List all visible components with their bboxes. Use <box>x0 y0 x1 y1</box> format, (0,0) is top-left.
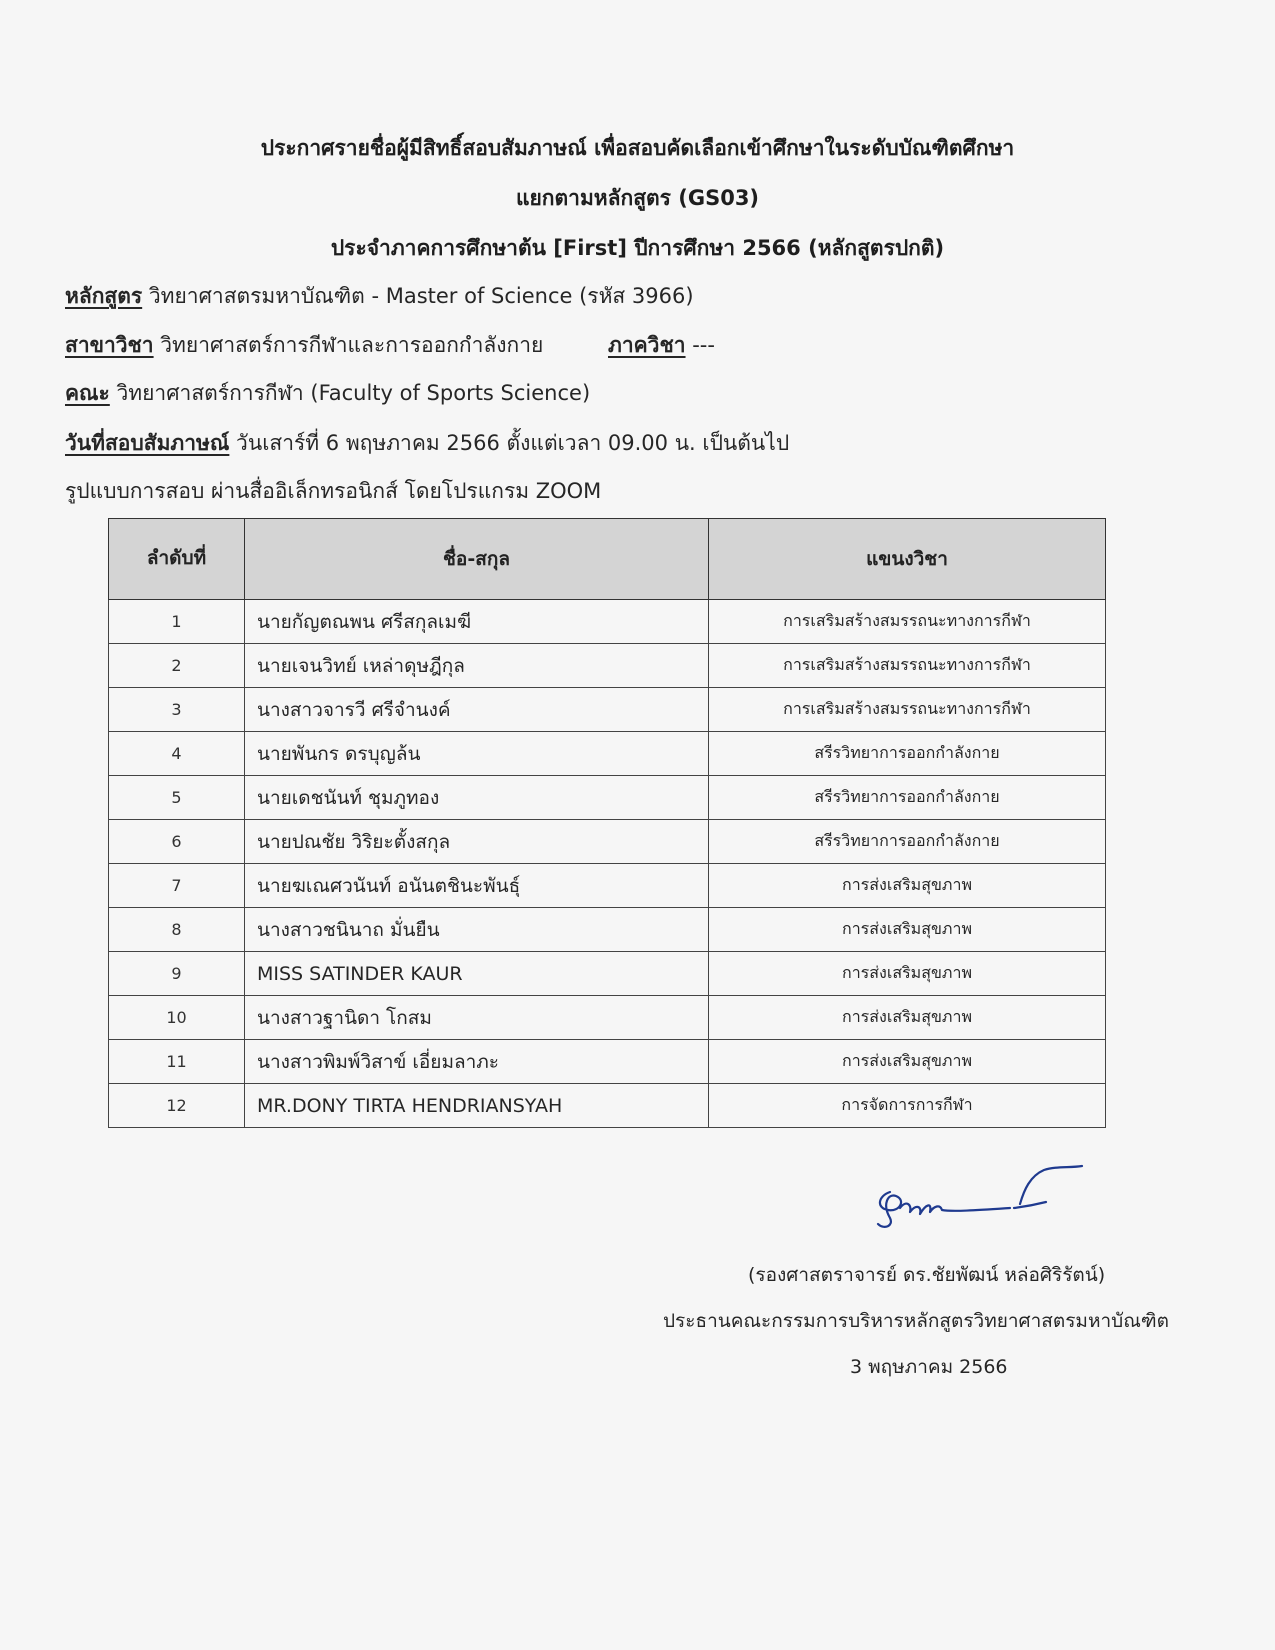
table-row <box>109 1084 1106 1128</box>
signer-name: (รองศาสตราจารย์ ดร.ชัยพัฒน์ หล่อศิริรัตน์) <box>748 1264 1106 1286</box>
table-row <box>109 776 1106 820</box>
row-number: 11 <box>109 1040 245 1084</box>
row-number: 9 <box>109 952 245 996</box>
row-major: สรีรวิทยาการออกกำลังกาย <box>709 732 1106 776</box>
row-major: การส่งเสริมสุขภาพ <box>709 908 1106 952</box>
row-major: การส่งเสริมสุขภาพ <box>709 1040 1106 1084</box>
row-name: MR.DONY TIRTA HENDRIANSYAH <box>245 1084 709 1128</box>
table-row <box>109 952 1106 996</box>
row-number: 5 <box>109 776 245 820</box>
department-label: ภาควิชา <box>608 333 686 357</box>
header-major: แขนงวิชา <box>709 519 1106 600</box>
interview-date-label: วันที่สอบสัมภาษณ์ <box>65 431 230 455</box>
row-major: สรีรวิทยาการออกกำลังกาย <box>709 776 1106 820</box>
program-value: วิทยาศาสตรมหาบัณฑิต - Master of Science (รหัส 3966) <box>142 284 694 308</box>
row-major: การเสริมสร้างสมรรถนะทางการกีฬา <box>709 644 1106 688</box>
row-major: สรีรวิทยาการออกกำลังกาย <box>709 820 1106 864</box>
row-major: การส่งเสริมสุขภาพ <box>709 952 1106 996</box>
table-row <box>109 820 1106 864</box>
faculty-line <box>65 378 590 408</box>
row-name: นางสาวฐานิดา โกสม <box>245 996 709 1040</box>
row-major: การเสริมสร้างสมรรถนะทางการกีฬา <box>709 688 1106 732</box>
table-row <box>109 1040 1106 1084</box>
interview-date-value: วันเสาร์ที่ 6 พฤษภาคม 2566 ตั้งแต่เวลา 09.00 น. เป็นต้นไป <box>229 431 790 455</box>
department-value: --- <box>685 333 715 357</box>
table-row <box>109 996 1106 1040</box>
major-line <box>65 330 715 360</box>
header-order: ลำดับที่ <box>109 519 245 600</box>
row-number: 3 <box>109 688 245 732</box>
row-name: นายเจนวิทย์ เหล่าดุษฎีกุล <box>245 644 709 688</box>
row-name: นางสาวจารวี ศรีจำนงค์ <box>245 688 709 732</box>
exam-format-line: รูปแบบการสอบ ผ่านสื่ออิเล็กทรอนิกส์ โดยโปรแกรม ZOOM <box>65 479 602 503</box>
title-line-1: ประกาศรายชื่อผู้มีสิทธิ์สอบสัมภาษณ์ เพื่อสอบคัดเลือกเข้าศึกษาในระดับบัณฑิตศึกษา <box>260 136 1015 160</box>
table-row <box>109 644 1106 688</box>
row-major: การส่งเสริมสุขภาพ <box>709 864 1106 908</box>
title-line-3: ประจำภาคการศึกษาต้น [First] ปีการศึกษา 2566 (หลักสูตรปกติ) <box>330 236 945 260</box>
faculty-value: วิทยาศาสตร์การกีฬา (Faculty of Sports Science) <box>109 381 591 405</box>
table-row <box>109 864 1106 908</box>
major-value: วิทยาศาสตร์การกีฬาและการออกกำลังกาย <box>153 333 544 357</box>
row-name: นายกัญตณพน ศรีสกุลเมฆี <box>245 600 709 644</box>
row-name: นายฆเณศวนันท์ อนันตชินะพันธุ์ <box>245 864 709 908</box>
row-major: การจัดการการกีฬา <box>709 1084 1106 1128</box>
row-name: นางสาวชนินาถ มั่นยืน <box>245 908 709 952</box>
row-name: MISS SATINDER KAUR <box>245 952 709 996</box>
row-number: 6 <box>109 820 245 864</box>
interview-date-line <box>65 428 789 458</box>
header-name: ชื่อ-สกุล <box>245 519 709 600</box>
major-label: สาขาวิชา <box>65 333 154 357</box>
title-line-2: แยกตามหลักสูตร (GS03) <box>515 186 760 210</box>
row-name: นายพันกร ดรบุญล้น <box>245 732 709 776</box>
row-number: 12 <box>109 1084 245 1128</box>
row-name: นางสาวพิมพ์วิสาข์ เอี่ยมลาภะ <box>245 1040 709 1084</box>
table-row <box>109 688 1106 732</box>
signature-stroke <box>878 1166 1082 1227</box>
row-name: นายเดชนันท์ ชุมภูทอง <box>245 776 709 820</box>
candidate-table <box>108 518 1106 1128</box>
program-label: หลักสูตร <box>65 284 143 308</box>
table-row <box>109 732 1106 776</box>
program-line <box>65 281 694 311</box>
table-row <box>109 600 1106 644</box>
row-major: การส่งเสริมสุขภาพ <box>709 996 1106 1040</box>
table-header-row <box>109 519 1106 600</box>
department <box>608 330 715 360</box>
row-number: 8 <box>109 908 245 952</box>
row-number: 10 <box>109 996 245 1040</box>
row-major: การเสริมสร้างสมรรถนะทางการกีฬา <box>709 600 1106 644</box>
signature-date: 3 พฤษภาคม 2566 <box>850 1356 1008 1378</box>
row-name: นายปณชัย วิริยะตั้งสกุล <box>245 820 709 864</box>
signer-position: ประธานคณะกรรมการบริหารหลักสูตรวิทยาศาสตรมหาบัณฑิต <box>663 1310 1169 1332</box>
row-number: 2 <box>109 644 245 688</box>
faculty-label: คณะ <box>65 381 110 405</box>
row-number: 7 <box>109 864 245 908</box>
row-number: 1 <box>109 600 245 644</box>
signature-image <box>860 1160 1100 1240</box>
row-number: 4 <box>109 732 245 776</box>
table-row <box>109 908 1106 952</box>
